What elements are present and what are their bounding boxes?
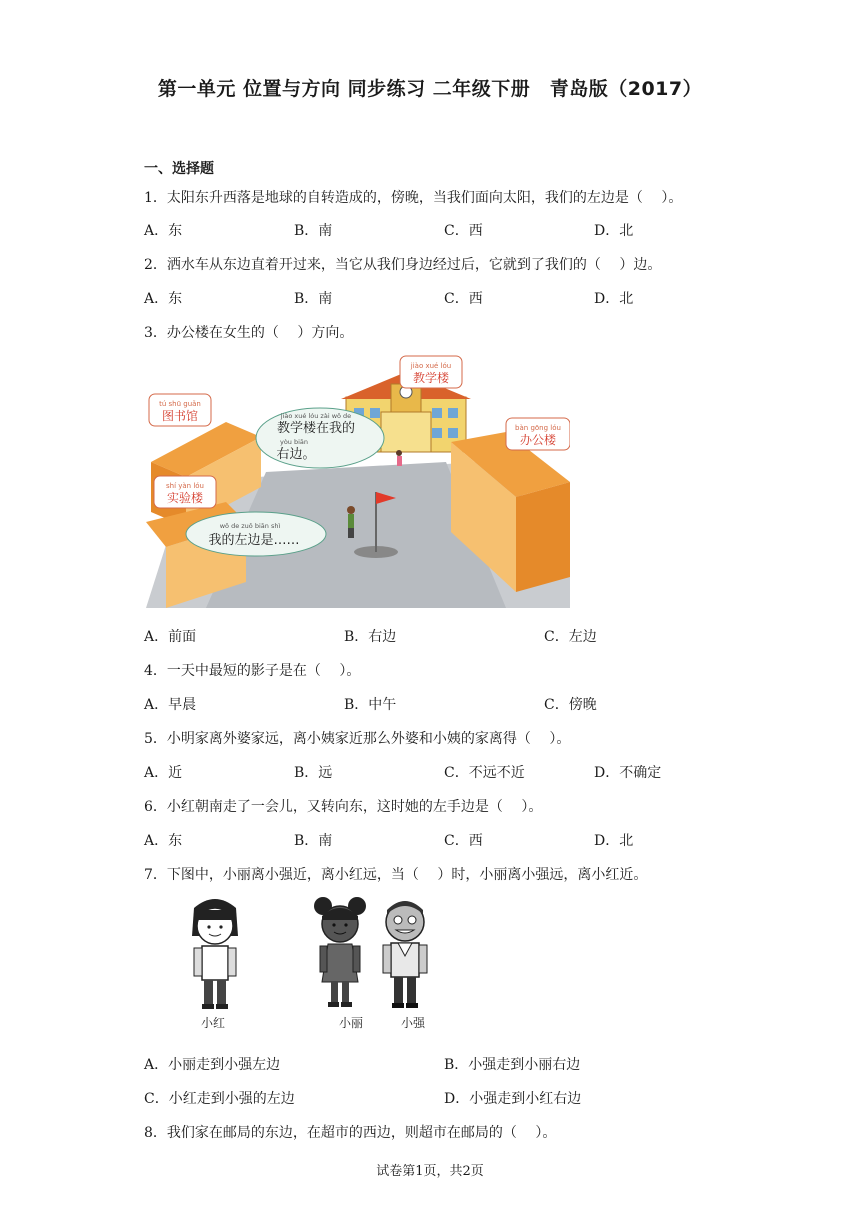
question-6: 6．小红朝南走了一会儿，又转向东，这时她的左手边是（ ）。 <box>144 799 543 815</box>
bubble2-text: 我的左边是…… <box>208 533 300 548</box>
q4-option-b[interactable]: B．中午 <box>344 697 397 713</box>
q6-option-a[interactable]: A．东 <box>144 833 183 849</box>
q3-option-b[interactable]: B．右边 <box>344 629 397 645</box>
q3-option-c[interactable]: C．左边 <box>544 629 597 645</box>
question-1: 1．太阳东升西落是地球的自转造成的，傍晚，当我们面向太阳，我们的左边是（ ）。 <box>144 190 683 206</box>
section-heading: 一、选择题 <box>144 161 214 177</box>
library-label <box>149 394 211 426</box>
library-text: 图书馆 <box>161 409 199 423</box>
q2-option-b[interactable]: B．南 <box>294 291 333 307</box>
bubble1-pinyin: jiào xué lóu zài wǒ de <box>280 412 352 420</box>
question-5: 5．小明家离外婆家远，离小姨家近那么外婆和小姨的家离得（ ）。 <box>144 731 571 747</box>
speech-bubble-boy <box>186 512 326 556</box>
question-7: 7．下图中，小丽离小强近，离小红远，当（ ）时，小丽离小强远，离小红近。 <box>144 867 648 883</box>
q6-option-c[interactable]: C．西 <box>444 833 483 849</box>
office-pinyin: bàn gōng lóu <box>515 424 561 432</box>
lab-text: 实验楼 <box>166 491 204 505</box>
q5-option-b[interactable]: B．远 <box>294 765 333 781</box>
office-text: 办公楼 <box>519 433 557 447</box>
xiaohong-figure <box>192 899 238 1009</box>
school-map-figure <box>146 352 570 608</box>
question-8: 8．我们家在邮局的东边，在超市的西边，则超市在邮局的（ ）。 <box>144 1125 557 1141</box>
q7-option-c[interactable]: C．小红走到小强的左边 <box>144 1091 295 1107</box>
q6-option-b[interactable]: B．南 <box>294 833 333 849</box>
speech-bubble-girl <box>256 408 384 468</box>
q4-option-a[interactable]: A．早晨 <box>144 697 197 713</box>
q5-option-c[interactable]: C．不远不近 <box>444 765 525 781</box>
teaching-text: 教学楼 <box>412 371 450 385</box>
question-4: 4．一天中最短的影子是在（ ）。 <box>144 663 361 679</box>
question-2: 2．洒水车从东边直着开过来，当它从我们身边经过后，它就到了我们的（ ）边。 <box>144 257 662 273</box>
library-pinyin: tú shū guǎn <box>159 400 201 408</box>
question-3: 3．办公楼在女生的（ ）方向。 <box>144 325 354 341</box>
bubble1-pinyin2: yòu biān <box>279 438 309 446</box>
q5-option-a[interactable]: A．近 <box>144 765 183 781</box>
xiaohong-label: 小红 <box>200 1016 226 1030</box>
page-footer: 试卷第1页，共2页 <box>376 1164 484 1179</box>
office-label <box>506 418 570 450</box>
xiaoqiang-label: 小强 <box>400 1016 426 1030</box>
q1-option-a[interactable]: A．东 <box>144 223 183 239</box>
q7-option-b[interactable]: B．小强走到小丽右边 <box>444 1057 581 1073</box>
q7-option-d[interactable]: D．小强走到小红右边 <box>444 1091 582 1107</box>
q6-option-d[interactable]: D．北 <box>594 833 634 849</box>
lab-label <box>154 476 216 508</box>
bubble2-pinyin: wǒ de zuǒ biān shì <box>219 522 281 530</box>
q2-option-d[interactable]: D．北 <box>594 291 634 307</box>
page-title: 第一单元 位置与方向 同步练习 二年级下册 青岛版（2017） <box>157 78 703 100</box>
q1-option-c[interactable]: C．西 <box>444 223 483 239</box>
boy-figure <box>347 506 355 538</box>
bubble1-line2: 右边。 <box>276 447 316 462</box>
q2-option-c[interactable]: C．西 <box>444 291 483 307</box>
q2-option-a[interactable]: A．东 <box>144 291 183 307</box>
children-figure <box>180 896 450 1036</box>
girl-figure <box>396 450 402 466</box>
q1-option-b[interactable]: B．南 <box>294 223 333 239</box>
q5-option-d[interactable]: D．不确定 <box>594 765 662 781</box>
q3-option-a[interactable]: A．前面 <box>144 629 197 645</box>
xiaoqiang-figure <box>383 901 427 1008</box>
xiaoli-label: 小丽 <box>338 1016 364 1030</box>
q4-option-c[interactable]: C．傍晚 <box>544 697 597 713</box>
xiaoli-figure <box>314 897 366 1007</box>
q1-option-d[interactable]: D．北 <box>594 223 634 239</box>
teaching-pinyin: jiào xué lóu <box>410 362 452 370</box>
lab-pinyin: shí yàn lóu <box>165 482 205 490</box>
bubble1-line1: 教学楼在我的 <box>276 421 356 436</box>
q7-option-a[interactable]: A．小丽走到小强左边 <box>144 1057 281 1073</box>
teaching-label <box>400 356 462 388</box>
